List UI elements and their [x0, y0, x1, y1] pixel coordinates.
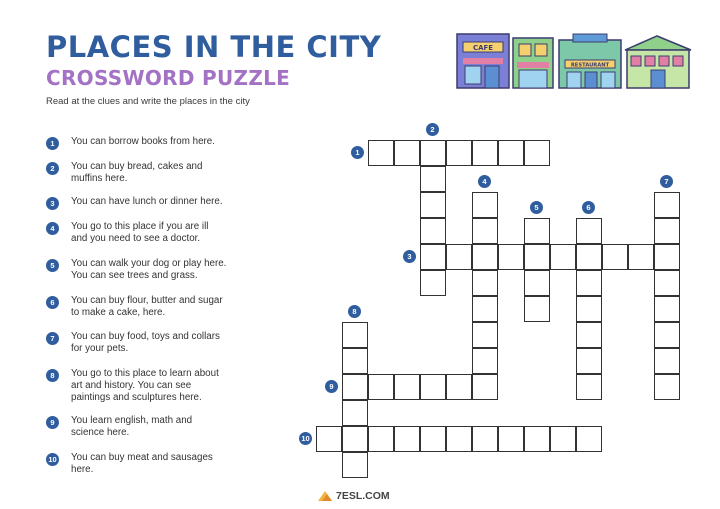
crossword-cell[interactable] — [576, 218, 602, 244]
crossword-cell[interactable] — [472, 218, 498, 244]
crossword-cell[interactable] — [524, 218, 550, 244]
crossword-cell[interactable] — [498, 244, 524, 270]
clue-number-badge: 3 — [46, 197, 59, 210]
footer-brand — [318, 490, 390, 502]
crossword-cell[interactable] — [654, 322, 680, 348]
crossword-cell[interactable] — [420, 374, 446, 400]
crossword-cell[interactable] — [420, 426, 446, 452]
crossword-cell[interactable] — [576, 296, 602, 322]
crossword-cell[interactable] — [472, 140, 498, 166]
crossword-cell[interactable] — [576, 374, 602, 400]
clue-number-badge: 1 — [46, 137, 59, 150]
crossword-cell[interactable] — [576, 426, 602, 452]
crossword-cell[interactable] — [628, 244, 654, 270]
crossword-cell[interactable] — [654, 374, 680, 400]
restaurant-building-icon — [559, 34, 621, 88]
crossword-cell[interactable] — [472, 296, 498, 322]
crossword-cell[interactable] — [654, 218, 680, 244]
crossword-cell[interactable] — [472, 348, 498, 374]
crossword-cell[interactable] — [420, 244, 446, 270]
clue-text: You can have lunch or dinner here. — [71, 196, 223, 207]
crossword-cell[interactable] — [576, 348, 602, 374]
cafe-building-icon — [457, 34, 509, 88]
clue-text: You can walk your dog or play here. You can see trees and grass. — [71, 258, 227, 281]
crossword-cell[interactable] — [472, 192, 498, 218]
crossword-cell[interactable] — [550, 426, 576, 452]
crossword-cell[interactable] — [524, 244, 550, 270]
clue-number-badge: 9 — [46, 416, 59, 429]
clue-number-badge: 4 — [46, 222, 59, 235]
crossword-cell[interactable] — [524, 140, 550, 166]
crossword-number-badge: 10 — [299, 432, 312, 445]
crossword-cell[interactable] — [342, 374, 368, 400]
crossword-cell[interactable] — [576, 244, 602, 270]
clue-item — [46, 221, 276, 245]
crossword-cell[interactable] — [524, 270, 550, 296]
clue-text: You go to this place if you are ill and you need to see a doctor. — [71, 221, 209, 244]
crossword-cell[interactable] — [524, 296, 550, 322]
crossword-number-badge: 6 — [582, 201, 595, 214]
clue-number-badge: 8 — [46, 369, 59, 382]
crossword-cell[interactable] — [420, 218, 446, 244]
crossword-number-badge: 9 — [325, 380, 338, 393]
crossword-cell[interactable] — [394, 374, 420, 400]
clue-text: You go to this place to learn about art and history. You can see paintings and sculptures here. — [71, 368, 219, 403]
clue-number-badge: 6 — [46, 296, 59, 309]
clue-item — [46, 258, 276, 282]
crossword-number-badge: 8 — [348, 305, 361, 318]
crossword-cell[interactable] — [472, 270, 498, 296]
crossword-number-badge: 7 — [660, 175, 673, 188]
crossword-cell[interactable] — [342, 452, 368, 478]
clue-item — [46, 368, 276, 404]
pet-shop-building-icon — [513, 38, 553, 88]
crossword-cell[interactable] — [472, 426, 498, 452]
crossword-cell[interactable] — [342, 348, 368, 374]
crossword-cell[interactable] — [498, 140, 524, 166]
clue-text: You can buy meat and sausages here. — [71, 452, 213, 475]
crossword-cell[interactable] — [576, 270, 602, 296]
crossword-cell[interactable] — [602, 244, 628, 270]
city-buildings-illustration — [455, 30, 695, 92]
clue-item — [46, 452, 276, 476]
crossword-number-badge: 4 — [478, 175, 491, 188]
crossword-cell[interactable] — [368, 426, 394, 452]
clue-item — [46, 295, 276, 319]
crossword-number-badge: 5 — [530, 201, 543, 214]
clue-text: You can buy bread, cakes and muffins here. — [71, 161, 203, 184]
school-building-icon — [625, 36, 691, 88]
crossword-cell[interactable] — [420, 140, 446, 166]
page-subtitle: CROSSWORD PUZZLE — [46, 66, 291, 90]
crossword-cell[interactable] — [654, 192, 680, 218]
crossword-cell[interactable] — [654, 348, 680, 374]
crossword-cell[interactable] — [446, 426, 472, 452]
crossword-cell[interactable] — [472, 374, 498, 400]
cafe-sign-text: CAFE — [472, 44, 494, 52]
crossword-cell[interactable] — [342, 400, 368, 426]
brand-name: 7ESL.COM — [336, 490, 390, 502]
crossword-cell[interactable] — [446, 244, 472, 270]
clue-item — [46, 161, 276, 185]
crossword-cell[interactable] — [472, 244, 498, 270]
clue-text: You can buy food, toys and collars for your pets. — [71, 331, 220, 354]
clue-number-badge: 10 — [46, 453, 59, 466]
crossword-cell[interactable] — [342, 426, 368, 452]
crossword-cell[interactable] — [342, 322, 368, 348]
clue-text: You learn english, math and science here. — [71, 415, 193, 438]
crossword-cell[interactable] — [316, 426, 342, 452]
clue-number-badge: 7 — [46, 332, 59, 345]
clue-number-badge: 2 — [46, 162, 59, 175]
page-title: PLACES IN THE CITY — [46, 30, 382, 64]
restaurant-sign-text: RESTAURANT — [570, 62, 610, 69]
crossword-cell[interactable] — [394, 140, 420, 166]
brand-logo-icon — [318, 491, 332, 501]
clue-item — [46, 415, 276, 439]
crossword-cell[interactable] — [420, 270, 446, 296]
crossword-cell[interactable] — [654, 296, 680, 322]
crossword-cell[interactable] — [446, 374, 472, 400]
clue-item — [46, 136, 276, 150]
clue-item — [46, 331, 276, 355]
crossword-cell[interactable] — [524, 426, 550, 452]
crossword-cell[interactable] — [368, 374, 394, 400]
crossword-cell[interactable] — [654, 270, 680, 296]
instructions: Read at the clues and write the places in the city — [46, 96, 250, 107]
crossword-cell[interactable] — [576, 322, 602, 348]
crossword-number-badge: 1 — [351, 146, 364, 159]
clue-item — [46, 196, 276, 210]
clue-text: You can buy flour, butter and sugar to make a cake, here. — [71, 295, 223, 318]
crossword-cell[interactable] — [550, 244, 576, 270]
crossword-number-badge: 2 — [426, 123, 439, 136]
crossword-cell[interactable] — [654, 244, 680, 270]
crossword-cell[interactable] — [446, 140, 472, 166]
clue-number-badge: 5 — [46, 259, 59, 272]
crossword-cell[interactable] — [420, 166, 446, 192]
crossword-cell[interactable] — [498, 426, 524, 452]
crossword-cell[interactable] — [472, 322, 498, 348]
crossword-cell[interactable] — [420, 192, 446, 218]
clue-text: You can borrow books from here. — [71, 136, 215, 147]
crossword-number-badge: 3 — [403, 250, 416, 263]
crossword-cell[interactable] — [368, 140, 394, 166]
crossword-cell[interactable] — [394, 426, 420, 452]
